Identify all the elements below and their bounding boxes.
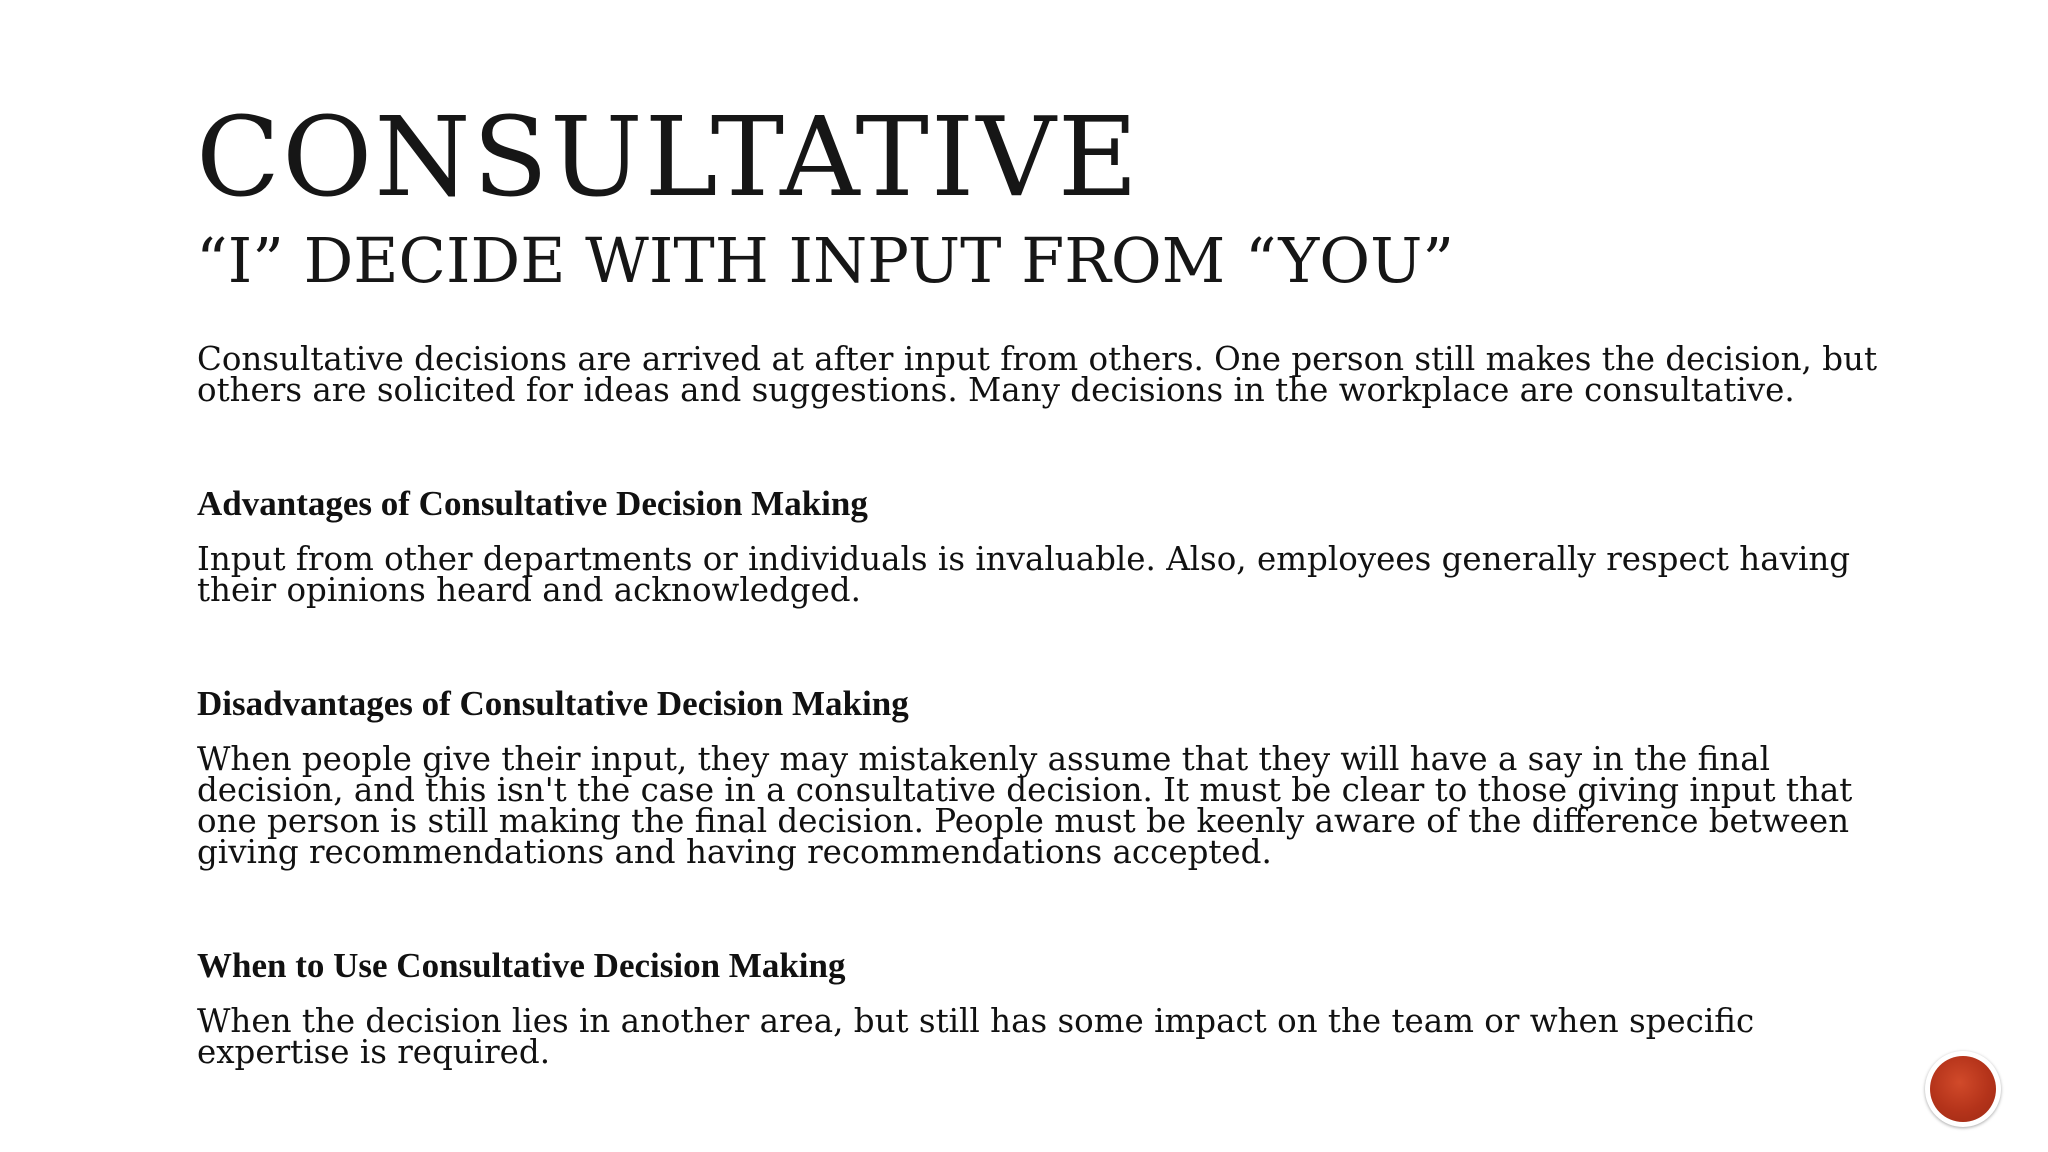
disadvantages-heading: Disadvantages of Consultative Decision Making	[197, 684, 909, 723]
disadvantages-text: When people give their input, they may mistakenly assume that they will have a say in the final decision, and this isn't the case in a consultative decision. It must be clear to those giving input that one person is still making the final decision. People must be keenly aware of the difference between giving recommendations and having recommendations accepted.	[197, 740, 1853, 871]
circle-nav-button-icon	[1930, 1056, 1996, 1122]
when-to-use-text: When the decision lies in another area, but still has some impact on the team or when specific expertise is required.	[197, 1002, 1755, 1071]
when-to-use-heading: When to Use Consultative Decision Making	[197, 946, 846, 985]
slide-title: CONSULTATIVE	[196, 93, 1141, 221]
slide-nav-button[interactable]	[1925, 1051, 2001, 1127]
advantages-text: Input from other departments or individuals is invaluable. Also, employees generally respect having their opinions heard and acknowledged.	[197, 540, 1851, 609]
intro-paragraph: Consultative decisions are arrived at after input from others. One person still makes the decision, but others are solicited for ideas and suggestions. Many decisions in the workplace are consultative.	[197, 340, 1878, 409]
slide-subtitle: “I” DECIDE WITH INPUT FROM “YOU”	[196, 224, 1455, 297]
advantages-heading: Advantages of Consultative Decision Making	[197, 484, 868, 523]
